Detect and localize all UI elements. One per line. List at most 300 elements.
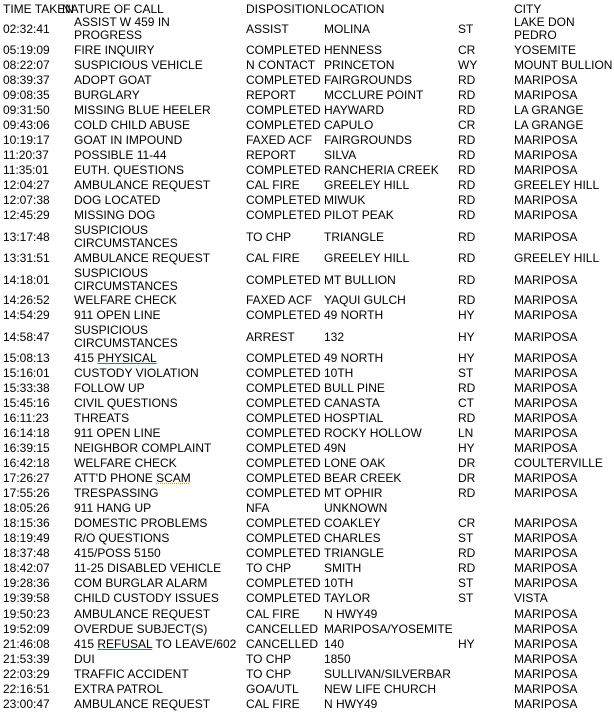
cell-location: YAQUI GULCH — [324, 293, 406, 307]
cell-nature: CUSTODY VIOLATION — [74, 366, 199, 380]
cell-time: 12:04:27 — [3, 178, 50, 192]
cell-disposition: N CONTACT — [246, 58, 316, 72]
cell-disposition: FAXED ACF — [246, 133, 313, 147]
cell-location: TRIANGLE — [324, 546, 385, 560]
cell-street: ST — [458, 366, 474, 380]
table-row — [0, 193, 614, 208]
cell-time: 16:11:23 — [3, 411, 49, 425]
table-row — [0, 178, 614, 193]
cell-time: 16:42:18 — [3, 456, 50, 470]
cell-disposition: NFA — [246, 501, 270, 515]
cell-location: RANCHERIA CREEK — [324, 163, 439, 177]
cell-time: 22:03:29 — [3, 667, 50, 681]
cell-city: MARIPOSA — [514, 411, 578, 425]
cell-disposition: COMPLETED — [246, 516, 321, 530]
table-row — [0, 607, 614, 622]
cell-disposition: COMPLETED — [246, 208, 321, 222]
cell-street: ST — [458, 591, 474, 605]
cell-location: HAYWARD — [324, 103, 384, 117]
cell-disposition: ASSIST — [246, 21, 289, 36]
cell-location: TAYLOR — [324, 591, 371, 605]
table-row — [0, 73, 614, 88]
cell-nature: ATT'D PHONE SCAM — [74, 471, 191, 485]
cell-street: RD — [458, 133, 476, 147]
cell-nature: COLD CHILD ABUSE — [74, 118, 191, 132]
cell-nature: CIVIL QUESTIONS — [74, 396, 178, 410]
cell-nature: SUSPICIOUS CIRCUMSTANCES — [74, 323, 178, 350]
cell-nature: TRESPASSING — [74, 486, 159, 500]
cell-street: ST — [458, 21, 474, 36]
cell-time: 19:39:58 — [3, 591, 50, 605]
cell-city: LA GRANGE — [514, 103, 584, 117]
cell-disposition: COMPLETED — [246, 193, 321, 207]
cell-location: MT OPHIR — [324, 486, 383, 500]
cell-city: MARIPOSA — [514, 576, 578, 590]
cell-street: RD — [458, 163, 476, 177]
cell-city: MARIPOSA — [514, 229, 578, 244]
table-row — [0, 471, 614, 486]
table-row — [0, 486, 614, 501]
cell-disposition: COMPLETED — [246, 576, 321, 590]
cell-street: ST — [458, 576, 474, 590]
table-row — [0, 411, 614, 426]
cell-location: 49N — [324, 441, 347, 455]
cell-location: SULLIVAN/SILVERBAR — [324, 667, 451, 681]
cell-disposition: COMPLETED — [246, 426, 321, 440]
cell-disposition: CANCELLED — [246, 637, 319, 651]
cell-city: MARIPOSA — [514, 486, 578, 500]
cell-time: 14:54:29 — [3, 308, 50, 322]
cell-street: RD — [458, 546, 476, 560]
cell-location: 140 — [324, 637, 345, 651]
table-row — [0, 251, 614, 266]
header-time: TIME TAKEN — [3, 1, 74, 16]
cell-time: 14:26:52 — [3, 293, 50, 307]
cell-street: LN — [458, 426, 474, 440]
cell-location: MCCLURE POINT — [324, 88, 424, 102]
table-row — [0, 103, 614, 118]
cell-disposition: COMPLETED — [246, 272, 321, 287]
cell-nature: AMBULANCE REQUEST — [74, 697, 211, 711]
cell-street: RD — [458, 381, 476, 395]
cell-location: TRIANGLE — [324, 229, 385, 244]
cell-time: 12:45:29 — [3, 208, 50, 222]
table-row — [0, 58, 614, 73]
cell-location: MOLINA — [324, 21, 371, 36]
cell-street: RD — [458, 178, 476, 192]
cell-nature: ADOPT GOAT — [74, 73, 152, 87]
cell-nature: ASSIST W 459 IN PROGRESS — [74, 15, 170, 42]
table-row — [0, 682, 614, 697]
cell-street: CR — [458, 118, 476, 132]
cell-nature: WELFARE CHECK — [74, 293, 177, 307]
cell-nature: SUSPICIOUS CIRCUMSTANCES — [74, 266, 178, 293]
table-row — [0, 396, 614, 411]
table-row — [0, 366, 614, 381]
table-row — [0, 293, 614, 308]
cell-time: 13:31:51 — [3, 251, 50, 265]
cell-city: MARIPOSA — [514, 561, 578, 575]
cell-street: RD — [458, 486, 476, 500]
cell-nature: EUTH. QUESTIONS — [74, 163, 185, 177]
cell-location: GREELEY HILL — [324, 178, 410, 192]
cell-location: MT BULLION — [324, 272, 396, 287]
cell-street: HY — [458, 308, 475, 322]
cell-city: MARIPOSA — [514, 516, 578, 530]
cell-city: MARIPOSA — [514, 88, 578, 102]
cell-street: ST — [458, 531, 474, 545]
cell-nature: NEIGHBOR COMPLAINT — [74, 441, 212, 455]
cell-location: N HWY49 — [324, 607, 378, 621]
cell-city: MARIPOSA — [514, 697, 578, 711]
table-row — [0, 561, 614, 576]
cell-disposition: CAL FIRE — [246, 251, 300, 265]
cell-street: RD — [458, 251, 476, 265]
cell-time: 19:28:36 — [3, 576, 50, 590]
cell-nature: MISSING BLUE HEELER — [74, 103, 211, 117]
table-row — [0, 163, 614, 178]
cell-disposition: COMPLETED — [246, 366, 321, 380]
cell-street: DR — [458, 456, 476, 470]
cell-disposition: COMPLETED — [246, 456, 321, 470]
header-disposition: DISPOSITION — [246, 1, 324, 16]
cell-nature: AMBULANCE REQUEST — [74, 251, 211, 265]
cell-street: RD — [458, 88, 476, 102]
cell-street: RD — [458, 561, 476, 575]
cell-time: 14:18:01 — [3, 272, 50, 287]
cell-location: FAIRGROUNDS — [324, 73, 413, 87]
table-row — [0, 441, 614, 456]
cell-disposition: REPORT — [246, 88, 296, 102]
cell-street: RD — [458, 103, 476, 117]
table-row — [0, 546, 614, 561]
cell-city: LAKE DON PEDRO — [514, 15, 575, 42]
cell-location: 132 — [324, 329, 345, 344]
header-nature: NATURE OF CALL — [62, 1, 164, 16]
cell-time: 19:50:23 — [3, 607, 50, 621]
cell-time: 13:17:48 — [3, 229, 50, 244]
cell-city: VISTA — [514, 591, 548, 605]
cell-street: DR — [458, 471, 476, 485]
cell-city: MARIPOSA — [514, 531, 578, 545]
table-header-row — [0, 2, 614, 16]
cell-city: MARIPOSA — [514, 652, 578, 666]
cell-city: MOUNT BULLION — [514, 58, 613, 72]
cell-time: 15:45:16 — [3, 396, 50, 410]
cell-disposition: TO CHP — [246, 667, 292, 681]
cell-nature: 911 HANG UP — [74, 501, 152, 515]
cell-location: CHARLES — [324, 531, 381, 545]
cell-disposition: COMPLETED — [246, 441, 321, 455]
cell-location: COAKLEY — [324, 516, 381, 530]
cell-location: ROCKY HOLLOW — [324, 426, 422, 440]
cell-location: PRINCETON — [324, 58, 395, 72]
cell-disposition: CAL FIRE — [246, 697, 300, 711]
cell-street: CR — [458, 43, 476, 57]
table-row — [0, 381, 614, 396]
table-row — [0, 133, 614, 148]
cell-city: MARIPOSA — [514, 329, 578, 344]
cell-street: RD — [458, 73, 476, 87]
cell-disposition: COMPLETED — [246, 471, 321, 485]
cell-city: MARIPOSA — [514, 396, 578, 410]
cell-time: 16:14:18 — [3, 426, 50, 440]
cell-city: COULTERVILLE — [514, 456, 603, 470]
cell-time: 15:33:38 — [3, 381, 50, 395]
spellcheck-underline: REFUSAL — [97, 637, 153, 651]
cell-street: CR — [458, 516, 476, 530]
cell-street: WY — [458, 58, 478, 72]
cell-nature: TRAFFIC ACCIDENT — [74, 667, 189, 681]
cell-city: MARIPOSA — [514, 441, 578, 455]
cell-disposition: COMPLETED — [246, 103, 321, 117]
cell-disposition: TO CHP — [246, 229, 292, 244]
cell-nature: DOG LOCATED — [74, 193, 161, 207]
cell-time: 16:39:15 — [3, 441, 50, 455]
cell-nature: DOMESTIC PROBLEMS — [74, 516, 208, 530]
table-row — [0, 697, 614, 712]
cell-location: SMITH — [324, 561, 362, 575]
cell-nature: 415/POSS 5150 — [74, 546, 161, 560]
cell-city: MARIPOSA — [514, 193, 578, 207]
cell-nature: 415 PHYSICAL — [74, 351, 157, 365]
cell-time: 09:43:06 — [3, 118, 50, 132]
cell-time: 22:16:51 — [3, 682, 50, 696]
table-row — [0, 576, 614, 591]
cell-nature: CHILD CUSTODY ISSUES — [74, 591, 219, 605]
cell-location: GREELEY HILL — [324, 251, 410, 265]
cell-street: RD — [458, 293, 476, 307]
table-row — [0, 118, 614, 133]
cell-disposition: GOA/UTL — [246, 682, 299, 696]
cell-time: 11:20:37 — [3, 148, 49, 162]
cell-nature: BURGLARY — [74, 88, 140, 102]
cell-location: MARIPOSA/YOSEMITE — [324, 622, 453, 636]
cell-location: CAPULO — [324, 118, 374, 132]
table-row — [0, 637, 614, 652]
cell-city: MARIPOSA — [514, 366, 578, 380]
cell-nature: GOAT IN IMPOUND — [74, 133, 183, 147]
cell-location: 10TH — [324, 576, 354, 590]
cell-nature: AMBULANCE REQUEST — [74, 607, 211, 621]
cell-nature: EXTRA PATROL — [74, 682, 163, 696]
cell-disposition: REPORT — [246, 148, 296, 162]
cell-street: HY — [458, 637, 475, 651]
cell-disposition: CAL FIRE — [246, 607, 300, 621]
cell-time: 05:19:09 — [3, 43, 50, 57]
header-city: CITY — [514, 1, 542, 16]
cell-time: 08:22:07 — [3, 58, 50, 72]
cell-city: MARIPOSA — [514, 381, 578, 395]
cell-nature: SUSPICIOUS CIRCUMSTANCES — [74, 223, 178, 250]
cell-nature: FOLLOW UP — [74, 381, 145, 395]
table-row — [0, 516, 614, 531]
table-row — [0, 266, 614, 294]
cell-city: MARIPOSA — [514, 351, 578, 365]
cell-time: 18:05:26 — [3, 501, 50, 515]
cell-nature: 415 REFUSAL TO LEAVE/602 — [74, 637, 237, 651]
cell-disposition: COMPLETED — [246, 308, 321, 322]
cell-disposition: TO CHP — [246, 652, 292, 666]
table-row — [0, 591, 614, 606]
cell-city: MARIPOSA — [514, 163, 578, 177]
cell-disposition: COMPLETED — [246, 118, 321, 132]
cell-time: 17:55:26 — [3, 486, 50, 500]
cell-location: HOSPTIAL — [324, 411, 384, 425]
cell-city: MARIPOSA — [514, 682, 578, 696]
cell-nature: DUI — [74, 652, 95, 666]
table-row — [0, 88, 614, 103]
cell-time: 15:16:01 — [3, 366, 50, 380]
cell-location: 49 NORTH — [324, 351, 384, 365]
cell-disposition: COMPLETED — [246, 43, 321, 57]
cell-city: MARIPOSA — [514, 73, 578, 87]
cell-disposition: COMPLETED — [246, 381, 321, 395]
spellcheck-underline: SCAM — [156, 471, 191, 485]
cell-city: MARIPOSA — [514, 546, 578, 560]
cell-city: GREELEY HILL — [514, 251, 600, 265]
cell-nature: OVERDUE SUBJECT(S) — [74, 622, 208, 636]
cell-disposition: COMPLETED — [246, 396, 321, 410]
cell-time: 09:08:35 — [3, 88, 50, 102]
cell-nature: COM BURGLAR ALARM — [74, 576, 208, 590]
cell-time: 21:46:08 — [3, 637, 50, 651]
cell-disposition: FAXED ACF — [246, 293, 313, 307]
cell-street: RD — [458, 193, 476, 207]
cell-time: 18:15:36 — [3, 516, 50, 530]
cell-time: 11:35:01 — [3, 163, 49, 177]
cell-city: MARIPOSA — [514, 622, 578, 636]
cell-time: 09:31:50 — [3, 103, 50, 117]
table-row — [0, 456, 614, 471]
cell-time: 08:39:37 — [3, 73, 50, 87]
cell-nature: POSSIBLE 11-44 — [74, 148, 167, 162]
cell-time: 18:42:07 — [3, 561, 50, 575]
cell-nature: THREATS — [74, 411, 130, 425]
cell-location: BEAR CREEK — [324, 471, 402, 485]
cell-disposition: COMPLETED — [246, 411, 321, 425]
cell-time: 15:08:13 — [3, 351, 50, 365]
cell-city: MARIPOSA — [514, 637, 578, 651]
cell-time: 02:32:41 — [3, 21, 50, 36]
cell-location: UNKNOWN — [324, 501, 388, 515]
cell-city: MARIPOSA — [514, 208, 578, 222]
table-row — [0, 351, 614, 366]
cell-disposition: CANCELLED — [246, 622, 319, 636]
cell-location: BULL PINE — [324, 381, 385, 395]
cell-time: 17:26:27 — [3, 471, 50, 485]
table-row — [0, 426, 614, 441]
cell-time: 12:07:38 — [3, 193, 50, 207]
cell-location: 49 NORTH — [324, 308, 384, 322]
cell-disposition: COMPLETED — [246, 591, 321, 605]
cell-nature: R/O QUESTIONS — [74, 531, 170, 545]
cell-location: HENNESS — [324, 43, 383, 57]
cell-city: MARIPOSA — [514, 293, 578, 307]
cell-city: MARIPOSA — [514, 426, 578, 440]
cell-disposition: COMPLETED — [246, 73, 321, 87]
cell-nature: 911 OPEN LINE — [74, 426, 161, 440]
cell-street: RD — [458, 229, 476, 244]
cell-disposition: COMPLETED — [246, 531, 321, 545]
table-row — [0, 622, 614, 637]
cell-nature: MISSING DOG — [74, 208, 156, 222]
cell-street: RD — [458, 148, 476, 162]
table-row — [0, 16, 614, 42]
cell-time: 18:37:48 — [3, 546, 50, 560]
cell-city: MARIPOSA — [514, 272, 578, 287]
cell-disposition: TO CHP — [246, 561, 292, 575]
cell-disposition: COMPLETED — [246, 163, 321, 177]
cell-location: PILOT PEAK — [324, 208, 394, 222]
cell-city: YOSEMITE — [514, 43, 577, 57]
cell-disposition: COMPLETED — [246, 486, 321, 500]
cell-location: NEW LIFE CHURCH — [324, 682, 437, 696]
cell-location: 1850 — [324, 652, 351, 666]
cell-nature: 11-25 DISABLED VEHICLE — [74, 561, 222, 575]
cell-nature: 911 OPEN LINE — [74, 308, 161, 322]
cell-disposition: ARREST — [246, 329, 295, 344]
cell-location: 10TH — [324, 366, 354, 380]
cell-street: RD — [458, 272, 476, 287]
table-row — [0, 43, 614, 58]
cell-nature: SUSPICIOUS VEHICLE — [74, 58, 203, 72]
cell-street: HY — [458, 351, 475, 365]
cell-nature: AMBULANCE REQUEST — [74, 178, 211, 192]
cell-street: HY — [458, 441, 475, 455]
cell-city: MARIPOSA — [514, 148, 578, 162]
table-row — [0, 652, 614, 667]
cell-street: HY — [458, 329, 475, 344]
cell-street: CT — [458, 396, 474, 410]
cell-city: LA GRANGE — [514, 118, 584, 132]
cell-street: RD — [458, 208, 476, 222]
cell-city: MARIPOSA — [514, 308, 578, 322]
cell-location: CANASTA — [324, 396, 380, 410]
cell-time: 14:58:47 — [3, 329, 50, 344]
cell-disposition: CAL FIRE — [246, 178, 300, 192]
cell-city: MARIPOSA — [514, 607, 578, 621]
cell-time: 21:53:39 — [3, 652, 50, 666]
cell-location: MIWUK — [324, 193, 366, 207]
cell-disposition: COMPLETED — [246, 351, 321, 365]
cell-city: MARIPOSA — [514, 667, 578, 681]
table-row — [0, 223, 614, 251]
header-location: LOCATION — [324, 1, 385, 16]
cell-location: SILVA — [324, 148, 357, 162]
table-row — [0, 148, 614, 163]
cell-location: N HWY49 — [324, 697, 378, 711]
table-row — [0, 501, 614, 516]
table-row — [0, 531, 614, 546]
spellcheck-underline: PHYSICAL — [97, 351, 157, 365]
cell-nature: WELFARE CHECK — [74, 456, 177, 470]
cell-disposition: COMPLETED — [246, 546, 321, 560]
cell-time: 19:52:09 — [3, 622, 50, 636]
cell-city: GREELEY HILL — [514, 178, 600, 192]
cell-street: RD — [458, 411, 476, 425]
cell-time: 10:19:17 — [3, 133, 50, 147]
cell-city: MARIPOSA — [514, 133, 578, 147]
table-row — [0, 323, 614, 351]
cell-time: 23:00:47 — [3, 697, 50, 711]
table-row — [0, 308, 614, 323]
table-row — [0, 208, 614, 223]
cell-location: FAIRGROUNDS — [324, 133, 413, 147]
cell-city: MARIPOSA — [514, 471, 578, 485]
cell-nature: FIRE INQUIRY — [74, 43, 155, 57]
cell-time: 18:19:49 — [3, 531, 50, 545]
